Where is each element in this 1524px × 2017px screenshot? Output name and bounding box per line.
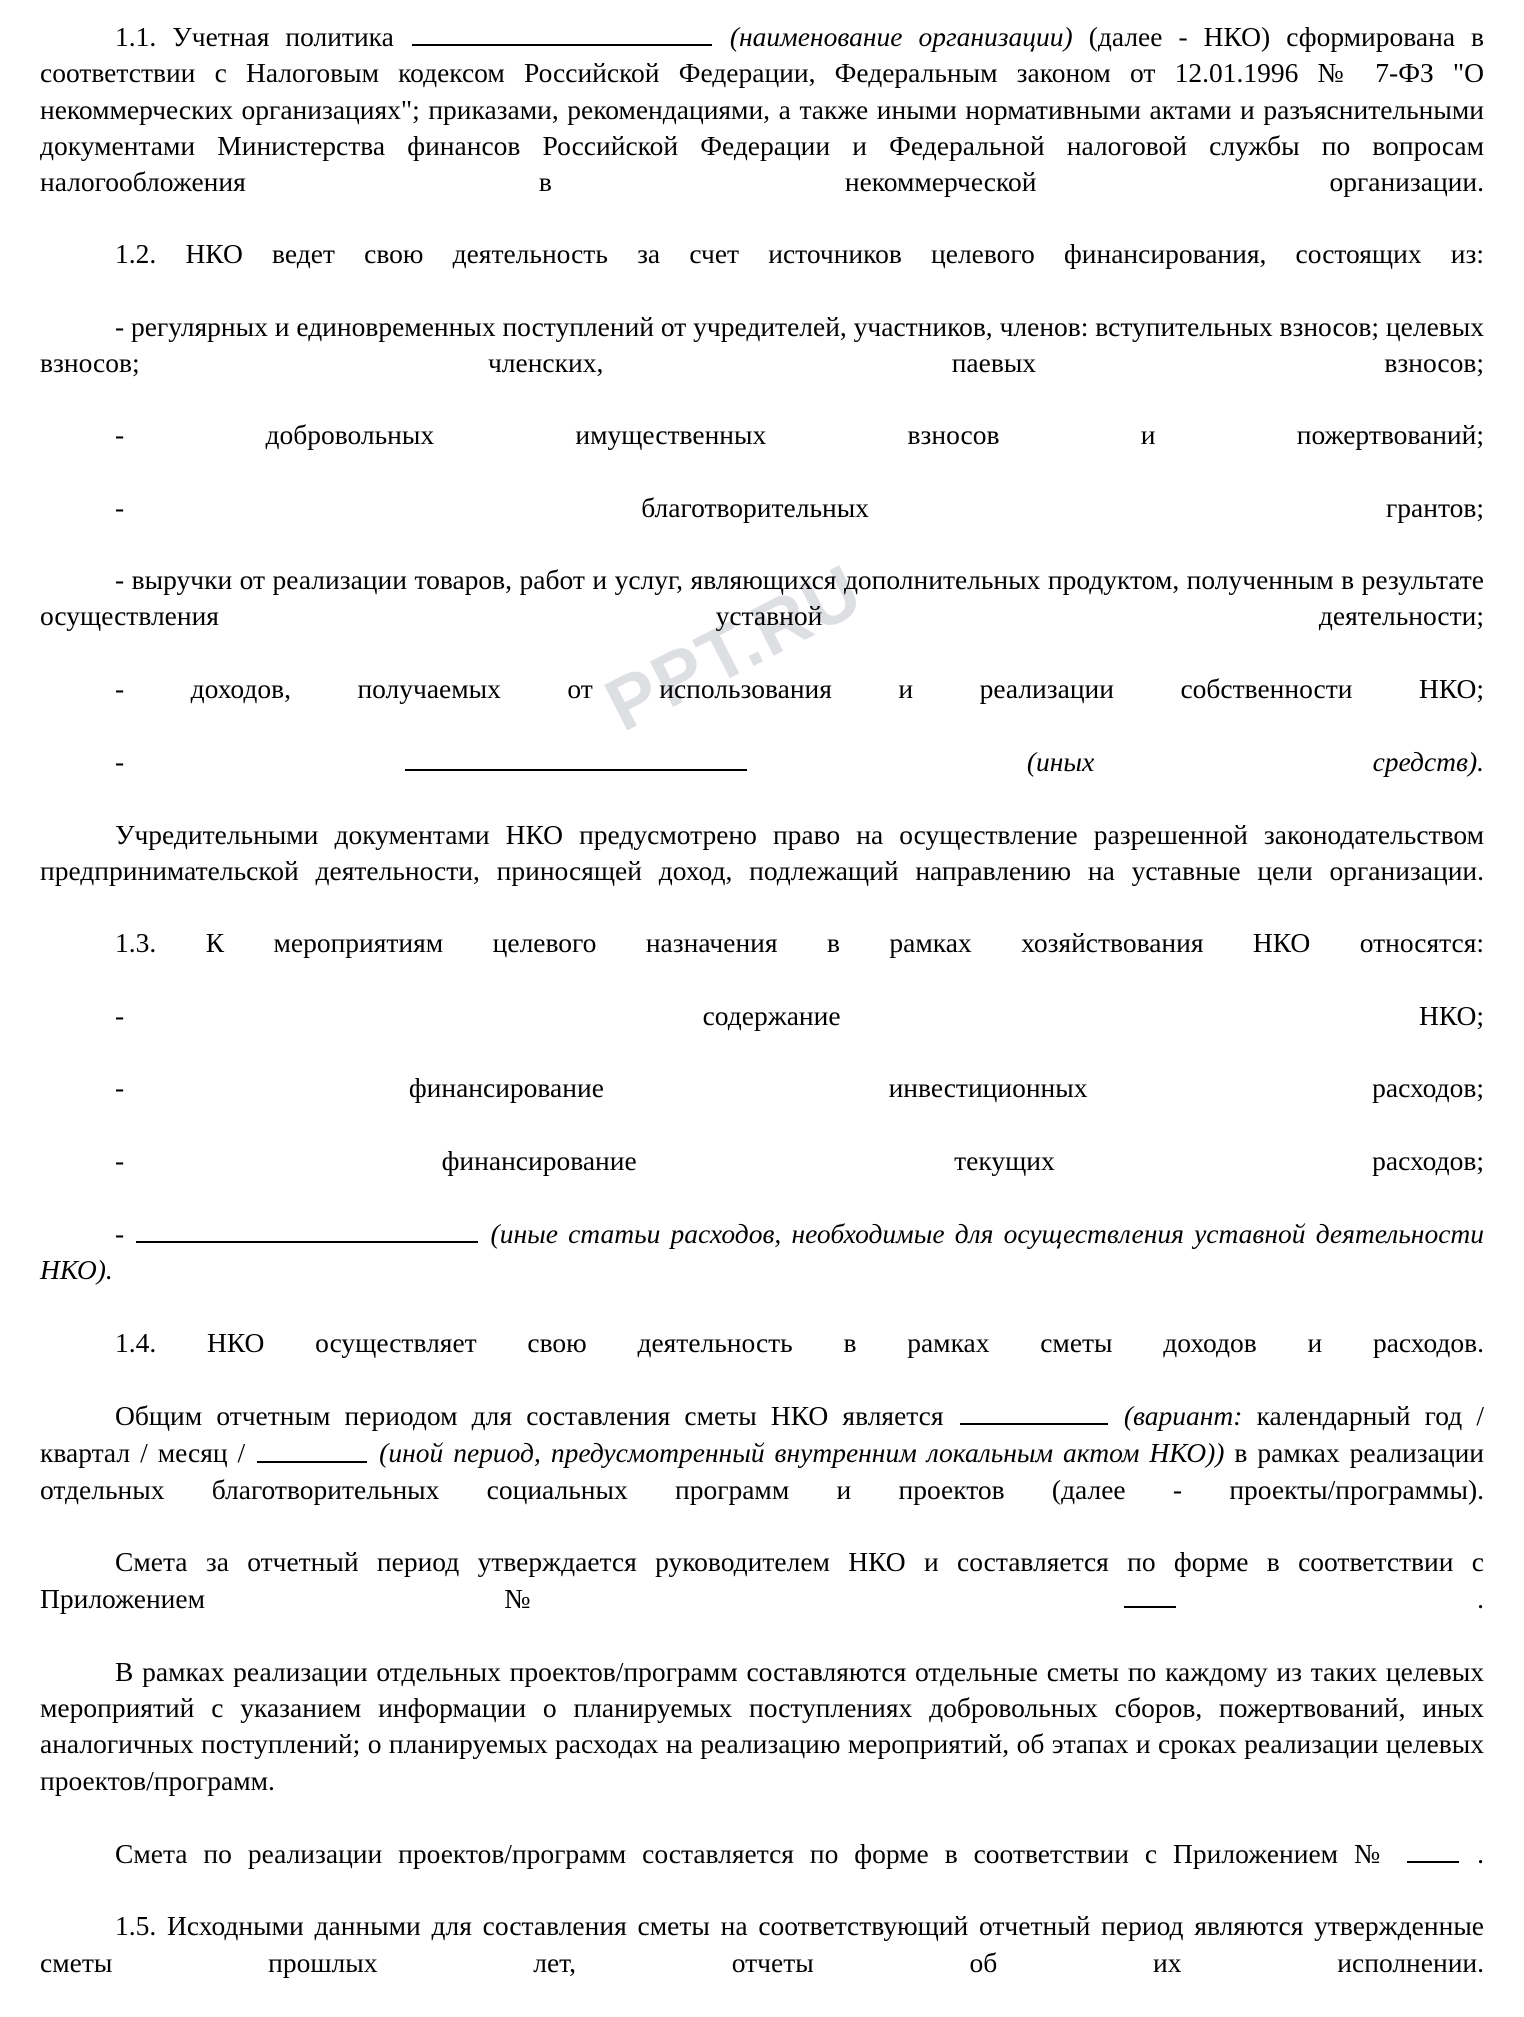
italic-note: (иной период, предусмотренный внутренним локальным актом НКО)) bbox=[379, 1437, 1225, 1469]
paragraph-text: - регулярных и единовременных поступлений от учредителей, участников, членов: вступительных взносов; целевых взносов; членских, паевых взносов; bbox=[40, 310, 1484, 378]
fill-in-blank[interactable] bbox=[960, 1397, 1108, 1425]
paragraph-text: 1.1. Учетная политика bbox=[115, 21, 394, 53]
paragraph-text: - финансирование инвестиционных расходов; bbox=[115, 1072, 1484, 1104]
list-item-sales-revenue bbox=[40, 562, 1484, 671]
paragraph-text: - доходов, получаемых от использования и реализации собственности НКО; bbox=[115, 672, 1484, 704]
paragraph-estimate-approval bbox=[40, 1544, 1484, 1654]
paragraph-text: - содержание НКО; bbox=[115, 999, 1484, 1031]
fill-in-blank[interactable] bbox=[257, 1434, 367, 1462]
paragraph-1-4 bbox=[40, 1325, 1484, 1397]
paragraph-reporting-period bbox=[40, 1397, 1484, 1544]
paragraph-project-estimate-form bbox=[40, 1835, 1484, 1909]
paragraph-project-estimates bbox=[40, 1654, 1484, 1835]
paragraph-1-3 bbox=[40, 925, 1484, 997]
list-item-other-expenses bbox=[40, 1215, 1484, 1325]
paragraph-text: 1.2. НКО ведет свою деятельность за счет источников целевого финансирования, состоящих из: bbox=[115, 238, 1484, 270]
paragraph-text: В рамках реализации отдельных проектов/программ составляются отдельные сметы по каждому из таких целевых мероприятий с указанием информации о планируемых поступлениях добровольных сборов, пожертвований, иных аналогичных поступлений; о планируемых расходах на реализацию мероприятий, об этапах и сроках реализации целевых проектов/программ. bbox=[40, 1655, 1484, 1796]
paragraph-text: в рамках реализации отдельных благотворительных социальных программ и проектов (далее - проекты/программы). bbox=[40, 1437, 1484, 1505]
paragraph-text: - выручки от реализации товаров, работ и услуг, являющихся дополнительных продуктом, полученным в результате осуществления уставной деятельности; bbox=[40, 564, 1484, 632]
list-item-other-funds bbox=[40, 743, 1484, 817]
paragraph-text: Общим отчетным периодом для составления сметы НКО является bbox=[115, 1400, 944, 1432]
fill-in-blank[interactable] bbox=[136, 1215, 478, 1243]
list-item-investment-financing bbox=[40, 1070, 1484, 1142]
paragraph-text: 1.4. НКО осуществляет свою деятельность в рамках сметы доходов и расходов. bbox=[115, 1326, 1484, 1358]
paragraph-text: - bbox=[115, 1218, 125, 1250]
paragraph-text: (далее - НКО) сформирована в соответствии с Налоговым кодексом Российской Федерации, Федеральным законом от 12.01.1996 № 7-ФЗ "О некоммерческих организациях"; приказами, рекомендациями, а также иными нормативными актами и разъяснительными документами Министерства финансов Российской Федерации и Федеральной налоговой службы по вопросам налогообложения в некоммерческой организации. bbox=[40, 21, 1485, 197]
paragraph-text: . bbox=[1477, 1838, 1485, 1870]
italic-note: (иные статьи расходов, необходимые для осуществления уставной деятельности НКО). bbox=[40, 1218, 1485, 1286]
list-item-voluntary-contributions bbox=[40, 417, 1484, 489]
paragraph-text: - bbox=[115, 746, 125, 778]
italic-note: (иных средств). bbox=[1026, 746, 1485, 778]
paragraph-founding-documents bbox=[40, 817, 1484, 926]
paragraph-text: - финансирование текущих расходов; bbox=[115, 1144, 1484, 1176]
fill-in-blank[interactable] bbox=[412, 18, 712, 46]
list-item-charity-grants bbox=[40, 490, 1484, 562]
list-item-property-income bbox=[40, 671, 1484, 743]
paragraph-text: 1.3. К мероприятиям целевого назначения в рамках хозяйствования НКО относятся: bbox=[115, 927, 1484, 959]
paragraph-1-5 bbox=[40, 1908, 1484, 2017]
italic-note: (наименование организации) bbox=[729, 21, 1073, 53]
italic-note: (вариант: bbox=[1123, 1400, 1243, 1432]
paragraph-text: Учредительными документами НКО предусмотрено право на осуществление разрешенной законодательством предпринимательской деятельности, приносящей доход, подлежащий направлению на уставные цели организации. bbox=[40, 818, 1484, 886]
fill-in-blank[interactable] bbox=[1124, 1580, 1176, 1608]
paragraph-text: 1.5. Исходными данными для составления сметы на соответствующий отчетный период являются утвержденные сметы прошлых лет, отчеты об их исполнении. bbox=[40, 1910, 1484, 1978]
document-body bbox=[40, 18, 1484, 2017]
list-item-nko-maintenance bbox=[40, 998, 1484, 1070]
list-item-current-financing bbox=[40, 1143, 1484, 1215]
paragraph-1-2 bbox=[40, 236, 1484, 308]
paragraph-1-1 bbox=[40, 18, 1484, 236]
paragraph-text: - благотворительных грантов; bbox=[115, 491, 1484, 523]
list-item-regular-contributions bbox=[40, 309, 1484, 418]
ppt-ru-watermark: PPT.RU bbox=[592, 547, 876, 747]
fill-in-blank[interactable] bbox=[405, 743, 747, 771]
paragraph-text: Смета по реализации проектов/программ составляется по форме в соответствии с Приложением № bbox=[115, 1838, 1390, 1870]
fill-in-blank[interactable] bbox=[1407, 1835, 1459, 1863]
paragraph-text: - добровольных имущественных взносов и пожертвований; bbox=[115, 419, 1484, 451]
paragraph-text: . bbox=[1477, 1583, 1484, 1615]
paragraph-text: календарный год / квартал / месяц / bbox=[40, 1400, 1484, 1469]
paragraph-text: Смета за отчетный период утверждается руководителем НКО и составляется по форме в соответствии с Приложением № bbox=[40, 1546, 1484, 1615]
